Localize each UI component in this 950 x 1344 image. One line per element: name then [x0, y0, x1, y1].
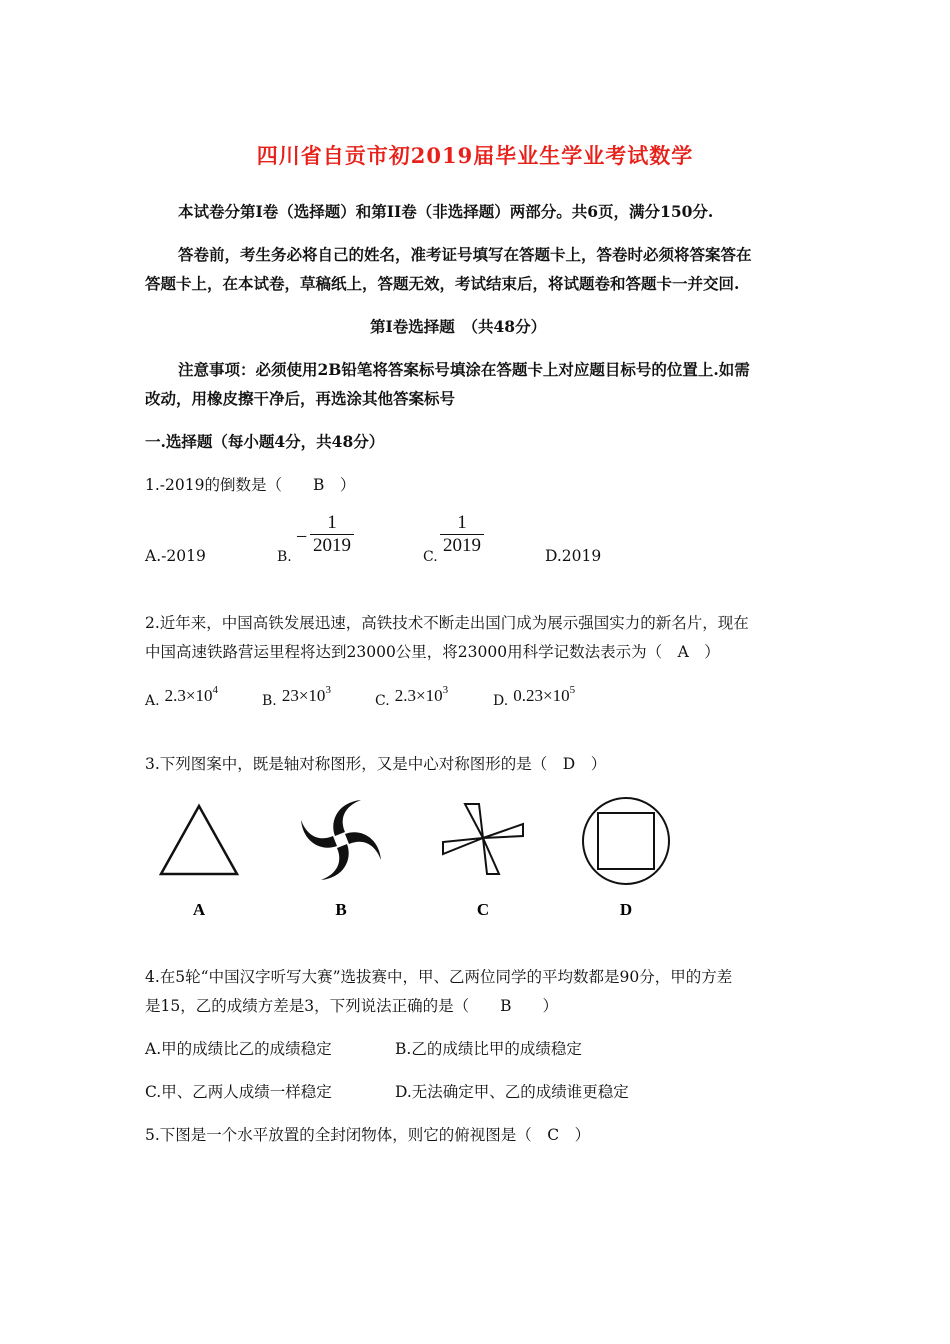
option-label: B.	[262, 693, 277, 709]
windmill-blade	[483, 824, 523, 838]
exam-intro: 本试卷分第I卷（选择题）和第II卷（非选择题）两部分。共6页，满分150分.	[178, 202, 714, 221]
notice-line-1: 答卷前，考生务必将自己的姓名，准考证号填写在答题卡上，答卷时必须将答案答在	[178, 245, 752, 264]
pinwheel-center	[337, 836, 345, 844]
fraction-numerator: 1	[327, 512, 337, 533]
notice-line-2: 答题卡上，在本试卷，草稿纸上，答题无效，考试结束后，将试题卷和答题卡一并交回.	[145, 274, 740, 293]
q1-option-d: D.2019	[545, 547, 602, 565]
question-4-line-2: 是15，乙的成绩方差是3，下列说法正确的是（ B ）	[145, 997, 558, 1015]
pinwheel-blade	[345, 832, 381, 860]
windmill-figure	[443, 804, 523, 874]
figure-label-b: B	[335, 900, 347, 919]
attention-line-2: 改动，用橡皮擦干净后，再选涂其他答案标号	[145, 389, 456, 408]
option-label: C.	[375, 693, 390, 709]
option-base: 0.23×10	[513, 686, 570, 705]
q4-option-c: C.甲、乙两人成绩一样稳定	[145, 1083, 332, 1101]
q3-figures	[140, 790, 700, 925]
windmill-blade	[443, 838, 483, 854]
q2-option-c	[375, 684, 448, 709]
triangle-figure	[161, 806, 237, 874]
option-exponent: 3	[442, 684, 449, 696]
q1-option-b-label: B.	[277, 549, 292, 565]
question-2-line-1: 2.近年来，中国高铁发展迅速，高铁技术不断走出国门成为展示强国实力的新名片，现在	[145, 614, 749, 632]
question-5-stem: 5.下图是一个水平放置的全封闭物体，则它的俯视图是（ C ）	[145, 1126, 591, 1144]
page-title: 四川省自贡市初2019届毕业生学业考试数学	[256, 143, 694, 168]
q4-option-a: A.甲的成绩比乙的成绩稳定	[145, 1040, 332, 1058]
part-heading: 一.选择题（每小题4分，共48分）	[145, 432, 385, 451]
q2-option-a	[145, 684, 218, 709]
fraction-numerator: 1	[457, 512, 467, 533]
q1-option-c-fraction	[440, 512, 484, 557]
option-exponent: 3	[325, 684, 331, 696]
pinwheel-blade	[333, 800, 361, 836]
pinwheel-blade	[301, 820, 337, 848]
q4-option-d: D.无法确定甲、乙的成绩谁更稳定	[395, 1083, 629, 1101]
q2-option-d	[493, 684, 575, 709]
q4-option-b: B.乙的成绩比甲的成绩稳定	[395, 1040, 582, 1058]
circle-figure	[583, 798, 669, 884]
q2-option-b	[262, 684, 331, 709]
q1-option-a: A.-2019	[145, 547, 206, 565]
figure-label-a: A	[192, 900, 206, 919]
windmill-blade	[483, 838, 499, 874]
option-exponent: 5	[569, 684, 576, 696]
q1-option-b-sign: −	[296, 526, 308, 548]
option-base: 23×10	[281, 686, 326, 705]
question-3-stem: 3.下列图案中，既是轴对称图形，又是中心对称图形的是（ D ）	[145, 755, 607, 773]
figure-label-d: D	[619, 900, 633, 919]
section-heading: 第I卷选择题 （共48分）	[370, 317, 547, 336]
pinwheel-figure	[301, 800, 381, 880]
question-4-line-1: 4.在5轮“中国汉字听写大赛”选拔赛中，甲、乙两位同学的平均数都是90分，甲的方差	[145, 968, 733, 986]
option-base: 2.3×10	[164, 686, 213, 705]
option-base: 2.3×10	[394, 686, 443, 705]
q1-option-b-fraction	[310, 512, 354, 557]
inscribed-square	[598, 813, 654, 869]
question-1-stem: 1.-2019的倒数是（ B ）	[145, 476, 356, 494]
fraction-denominator: 2019	[313, 535, 351, 556]
attention-line-1: 注意事项：必须使用2B铅笔将答案标号填涂在答题卡上对应题目标号的位置上.如需	[178, 360, 750, 379]
q1-option-c-label: C.	[423, 549, 438, 565]
question-2-line-2: 中国高速铁路营运里程将达到23000公里，将23000用科学记数法表示为（ A ）	[145, 643, 720, 661]
option-label: A.	[145, 693, 160, 709]
pinwheel-blade	[321, 844, 349, 880]
windmill-blade	[465, 804, 483, 838]
figure-label-c: C	[476, 900, 490, 919]
fraction-denominator: 2019	[443, 535, 481, 556]
option-exponent: 4	[212, 684, 218, 696]
option-label: D.	[493, 693, 509, 709]
